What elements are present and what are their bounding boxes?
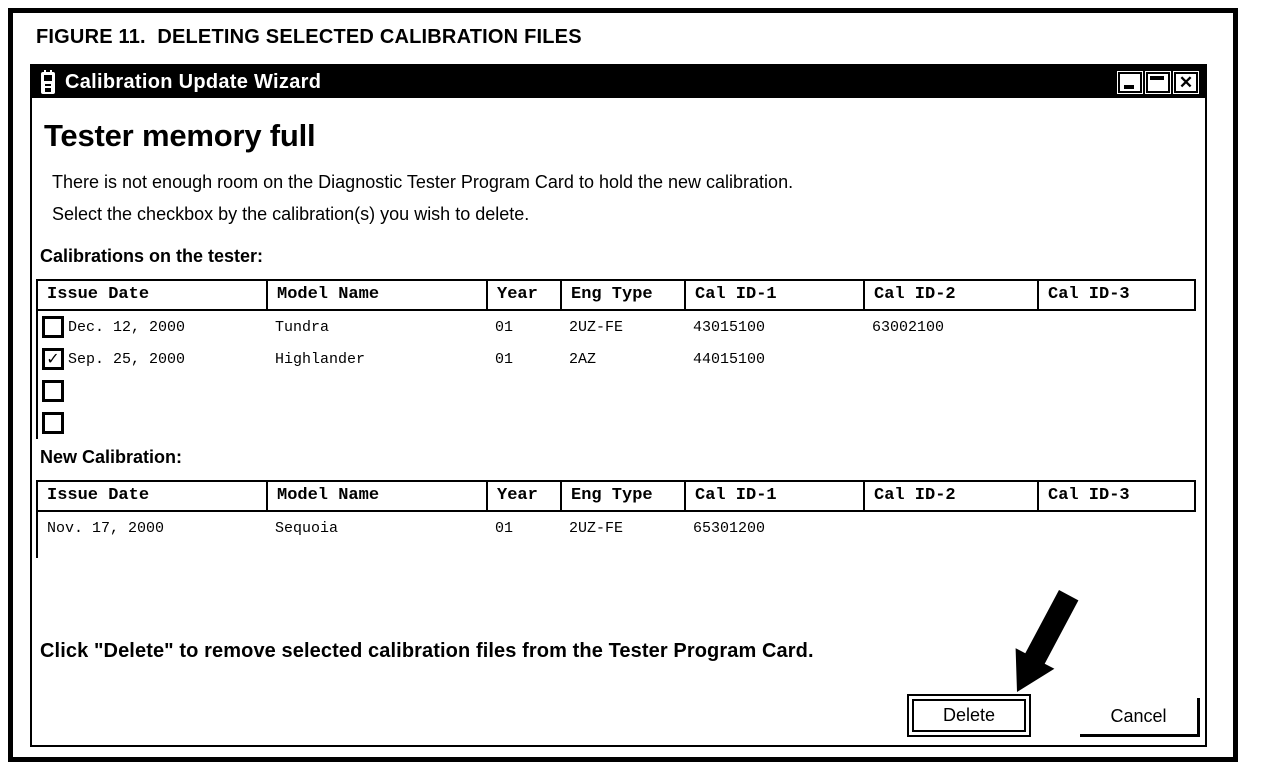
arrow-down-left-icon	[1007, 590, 1107, 694]
model-name: Sequoia	[275, 519, 339, 537]
minimize-button[interactable]	[1118, 72, 1142, 93]
issue-date-cell	[38, 380, 266, 402]
issue-date: Sep. 25, 2000	[68, 350, 186, 368]
table-row	[38, 407, 1196, 439]
eng-type: 2UZ-FE	[569, 519, 624, 537]
tester-calibrations-table	[36, 279, 1196, 439]
maximize-icon	[1150, 76, 1164, 80]
titlebar[interactable]	[32, 66, 1205, 98]
row-checkbox[interactable]	[42, 316, 64, 338]
issue-date-cell	[38, 348, 266, 370]
issue-date: Nov. 17, 2000	[47, 519, 165, 537]
year: 01	[495, 519, 514, 537]
eng-type: 2AZ	[569, 350, 597, 368]
cal-id-1: 43015100	[693, 318, 766, 336]
column-header: Cal ID-2	[863, 482, 1037, 510]
tester-device-icon	[40, 70, 56, 95]
column-header: Cal ID-3	[1037, 482, 1198, 510]
cal-id-1: 44015100	[693, 350, 766, 368]
column-header: Cal ID-1	[684, 482, 863, 510]
table-row	[38, 343, 1196, 375]
figure-title: FIGURE 11. DELETING SELECTED CALIBRATION FILES	[36, 26, 582, 48]
table-row	[38, 375, 1196, 407]
year: 01	[495, 350, 514, 368]
column-header: Year	[486, 482, 560, 510]
window-controls	[1118, 72, 1198, 93]
checkmark: ✓	[46, 349, 60, 368]
delete-instruction: Click "Delete" to remove selected calibration files from the Tester Program Card.	[40, 640, 814, 662]
column-header: Model Name	[266, 482, 486, 510]
column-header: Issue Date	[47, 486, 150, 505]
row-checkbox[interactable]	[42, 412, 64, 434]
model-name: Highlander	[275, 350, 366, 368]
dialog-message-1: There is not enough room on the Diagnostic Tester Program Card to hold the new calibration.	[52, 172, 794, 192]
maximize-button[interactable]	[1146, 72, 1170, 93]
cal-id-1: 65301200	[693, 519, 766, 537]
delete-button[interactable]	[907, 694, 1031, 737]
new-calibration-label: New Calibration:	[40, 447, 183, 467]
new-calibration-table	[36, 480, 1196, 558]
column-header: Eng Type	[560, 281, 684, 309]
wizard-window	[30, 64, 1207, 747]
issue-date-cell	[38, 412, 266, 434]
table-row	[38, 512, 1196, 544]
model-name: Tundra	[275, 318, 330, 336]
column-header: Cal ID-1	[684, 281, 863, 309]
cancel-button[interactable]: Cancel	[1080, 698, 1200, 737]
issue-date-cell	[38, 316, 266, 338]
dialog-message-2: Select the checkbox by the calibration(s) you wish to delete.	[52, 204, 530, 224]
cal-id-2: 63002100	[872, 318, 945, 336]
new-table-header	[36, 480, 1196, 512]
minimize-icon	[1124, 85, 1134, 89]
table-row	[38, 311, 1196, 343]
column-header: Model Name	[266, 281, 486, 309]
year: 01	[495, 318, 514, 336]
tester-table-body	[36, 311, 1196, 439]
row-checkbox[interactable]	[42, 380, 64, 402]
tester-table-label: Calibrations on the tester:	[40, 246, 264, 266]
close-button[interactable]	[1174, 72, 1198, 93]
dialog-heading: Tester memory full	[44, 118, 316, 153]
close-icon: ✕	[1178, 72, 1194, 92]
row-checkbox[interactable]	[42, 348, 64, 370]
column-header: Cal ID-2	[863, 281, 1037, 309]
window-title: Calibration Update Wizard	[65, 70, 322, 93]
column-header: Issue Date	[47, 285, 150, 304]
issue-date: Dec. 12, 2000	[68, 318, 186, 336]
column-header: Eng Type	[560, 482, 684, 510]
delete-button-label: Delete	[912, 699, 1026, 732]
new-table-body	[36, 512, 1196, 558]
eng-type: 2UZ-FE	[569, 318, 624, 336]
column-header: Cal ID-3	[1037, 281, 1198, 309]
column-header: Year	[486, 281, 560, 309]
tester-table-header	[36, 279, 1196, 311]
